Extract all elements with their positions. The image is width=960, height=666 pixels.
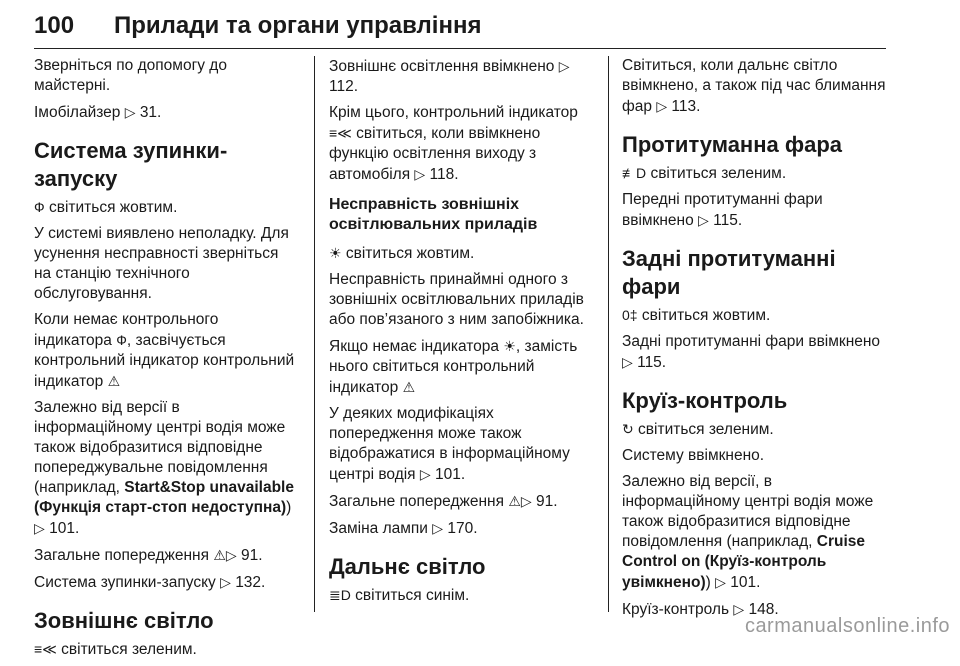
page-ref-link[interactable]: 170.	[447, 520, 478, 537]
page-ref-link[interactable]: 112.	[329, 78, 359, 95]
section-heading: Несправність зовнішніх освітлювальних приладів	[329, 196, 538, 233]
stop-start-icon: Ф	[116, 332, 127, 348]
warning-icon: ⚠	[107, 373, 121, 389]
paragraph: У деяких модифікаціях попередження може також відображатися в інформаційному центрі водія ▷ 101.	[329, 405, 570, 483]
paragraph: ↻ світиться зеленим.	[622, 421, 774, 438]
paragraph: Ф світиться жовтим.	[34, 199, 178, 216]
arrow-icon: ▷	[520, 493, 532, 509]
paragraph: ≢D світиться зеленим.	[622, 165, 787, 182]
paragraph: Заміна лампи ▷ 170.	[329, 520, 478, 537]
paragraph: Загальне попередження ⚠▷ 91.	[34, 547, 263, 564]
column-1	[34, 56, 298, 666]
paragraph: Задні протитуманні фари ввімкнено ▷ 115.	[622, 333, 881, 371]
column-divider	[608, 56, 609, 612]
page-ref-link[interactable]: 101.	[49, 520, 80, 537]
paragraph: Крім цього, контрольний індикатор ≡≪ світиться, коли ввімкнено функцію освітлення виходу з автомобіля ▷ 118.	[329, 104, 578, 183]
column-2	[329, 56, 595, 612]
page-ref-link[interactable]: 91.	[240, 547, 263, 564]
paragraph: Світиться, коли дальнє світло ввімкнено, а також під час блимання фар ▷ 113.	[622, 57, 886, 115]
paragraph: Залежно від версії, в інформаційному центрі водія може також відобразитися відповідне повідомлення (наприклад, Cruise Control on (Круїз-контроль увімкнено)) ▷ 101.	[622, 473, 874, 591]
exterior-light-icon: ☀	[329, 245, 342, 261]
paragraph: Загальне попередження ⚠▷ 91.	[329, 493, 558, 510]
section-heading: Протитуманна фара	[622, 132, 843, 157]
page-title: Прилади та органи управління	[114, 12, 482, 39]
stop-start-icon: Ф	[34, 199, 45, 215]
arrow-icon: ▷	[698, 212, 709, 228]
page-ref-link[interactable]: 115.	[637, 354, 667, 371]
page-ref-link[interactable]: 113.	[671, 98, 701, 115]
paragraph: Несправність принаймні одного з зовнішніх освітлювальних приладів або пов’язаного з ним запобіжника.	[329, 271, 584, 328]
paragraph: ☀ світиться жовтим.	[329, 245, 475, 262]
section-heading: Задні протитуманні фари	[622, 246, 836, 299]
arrow-icon: ▷	[432, 520, 444, 536]
page-ref-link[interactable]: 118.	[429, 166, 459, 183]
paragraph: Систему ввімкнено.	[622, 447, 765, 464]
arrow-icon: ▷	[225, 547, 237, 563]
column-divider	[314, 56, 315, 612]
arrow-icon: ▷	[124, 104, 136, 120]
warning-icon: ⚠	[508, 493, 521, 509]
paragraph: Коли немає контрольного індикатора Ф, засвічується контрольний індикатор контрольний індикатор ⚠	[34, 311, 295, 390]
page-ref-link[interactable]: 31.	[139, 104, 162, 121]
warning-icon: ⚠	[213, 547, 226, 563]
section-heading: Круїз-контроль	[622, 388, 788, 413]
column-3	[622, 56, 886, 626]
arrow-icon: ▷	[419, 466, 431, 482]
arrow-icon: ▷	[715, 574, 726, 590]
warning-icon: ⚠	[402, 379, 416, 395]
section-heading: Система зупинки-запуску	[34, 138, 228, 191]
high-beam-icon: ≣D	[329, 587, 351, 603]
paragraph: Імобілайзер ▷ 31.	[34, 104, 162, 121]
arrow-icon: ▷	[558, 58, 570, 74]
lights-on-icon: ≡≪	[329, 125, 352, 141]
arrow-icon: ▷	[733, 601, 745, 617]
paragraph: Зверніться по допомогу до майстерні.	[34, 57, 227, 94]
exterior-light-icon: ☀	[503, 338, 516, 354]
paragraph: Зовнішнє освітлення ввімкнено ▷ 112.	[329, 58, 570, 95]
page-ref-link[interactable]: 148.	[748, 601, 779, 618]
section-heading: Дальнє світло	[329, 554, 486, 579]
paragraph: Якщо немає індикатора ☀, замість нього світиться контрольний індикатор ⚠	[329, 338, 578, 396]
watermark: carmanualsonline.info	[744, 615, 950, 637]
paragraph: Передні протитуманні фари ввімкнено ▷ 115.	[622, 191, 823, 229]
paragraph: Система зупинки-запуску ▷ 132.	[34, 574, 266, 591]
lights-on-icon: ≡≪	[34, 641, 57, 657]
page-ref-link[interactable]: 132.	[235, 574, 266, 591]
section-heading: Зовнішнє світло	[34, 608, 214, 633]
page-number: 100	[34, 12, 75, 39]
arrow-icon: ▷	[220, 574, 231, 590]
page-ref-link[interactable]: 115.	[713, 212, 743, 229]
front-fog-icon: ≢D	[622, 165, 647, 181]
paragraph: 0‡ світиться жовтим.	[622, 307, 771, 324]
page-ref-link[interactable]: 101.	[434, 466, 466, 483]
paragraph: Залежно від версії в інформаційному центрі водія може також відобразитися відповідне попереджувальне повідомлення (наприклад, Start&Stop unavailable (Функція старт-стоп недоступна)) ▷ 101.	[34, 399, 294, 537]
rear-fog-icon: 0‡	[622, 307, 638, 323]
page-ref-link[interactable]: 101.	[730, 574, 761, 591]
arrow-icon: ▷	[656, 98, 668, 114]
paragraph: Круїз-контроль ▷ 148.	[622, 601, 779, 618]
paragraph: ≡≪ світиться зеленим.	[34, 641, 197, 658]
arrow-icon: ▷	[414, 166, 426, 182]
page-ref-link[interactable]: 91.	[535, 493, 558, 510]
paragraph: ≣D світиться синім.	[329, 587, 470, 604]
page-header	[34, 4, 886, 49]
arrow-icon: ▷	[622, 354, 633, 370]
paragraph: У системі виявлено неполадку. Для усунення несправності зверніться на станцію технічного обслуговування.	[34, 225, 289, 302]
arrow-icon: ▷	[34, 520, 45, 536]
cruise-control-icon: ↻	[622, 421, 634, 437]
